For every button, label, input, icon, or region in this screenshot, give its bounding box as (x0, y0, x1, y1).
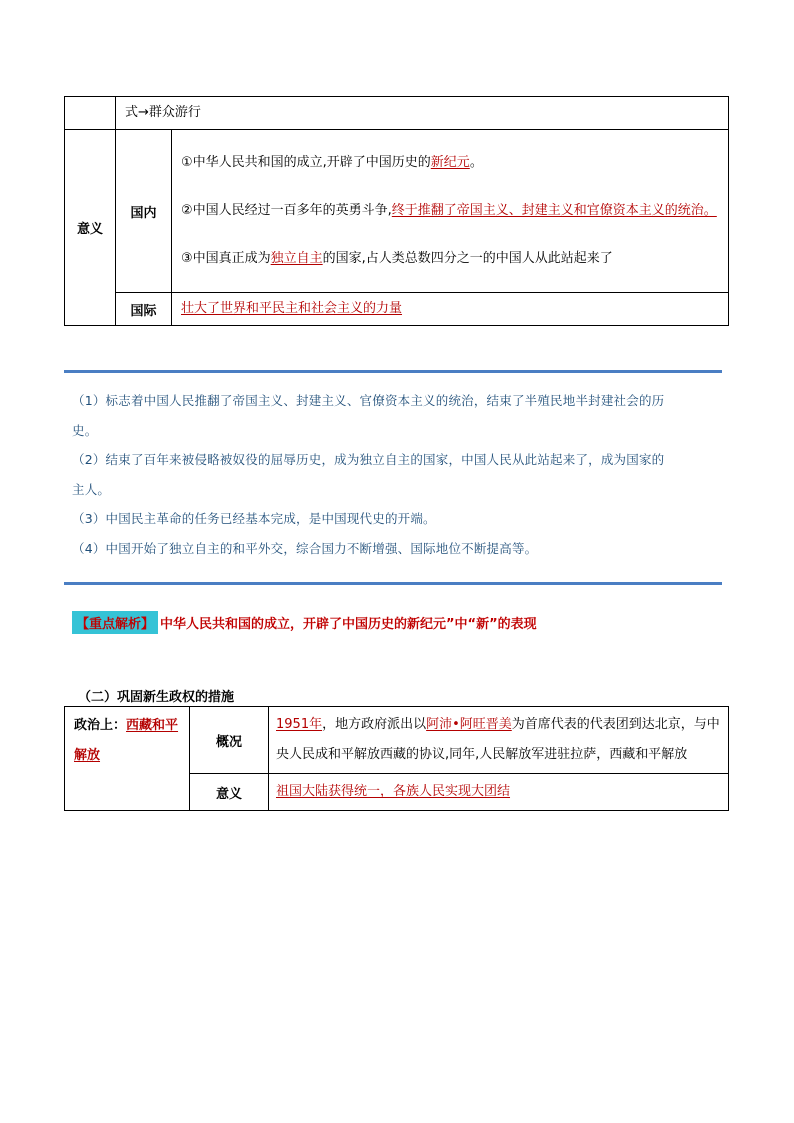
international-label: 国际 (116, 293, 172, 326)
tibet-meaning-label: 意义 (190, 774, 269, 811)
domestic-point-2: ②中国人民经过一百多年的英勇斗争,终于推翻了帝国主义、封建主义和官僚资本主义的统治。 (181, 203, 717, 218)
top-divider (64, 370, 722, 373)
domestic-point-1: ①中华人民共和国的成立,开辟了中国历史的新纪元。 (181, 155, 483, 170)
tibet-meaning-content: 祖国大陆获得统一，各族人民实现大团结 (269, 774, 729, 811)
key-point-tag: 【重点解析】 (72, 611, 158, 634)
summary-line: （1）标志着中国人民推翻了帝国主义、封建主义、官僚资本主义的统治，结束了半殖民地半封建社会的历 (72, 393, 665, 408)
empty-cell (65, 97, 116, 130)
summary-line: （3）中国民主革命的任务已经基本完成，是中国现代史的开端。 (72, 511, 436, 526)
section-title: （二）巩固新生政权的措施 (78, 690, 235, 705)
domestic-label: 国内 (116, 130, 172, 293)
domestic-content (172, 130, 729, 293)
summary-line: 主人。 (72, 481, 111, 497)
bottom-divider (64, 582, 722, 585)
summary-line: 史。 (72, 422, 98, 438)
summary-box (64, 386, 722, 563)
tibet-label: 政治上：西藏和平解放 (65, 707, 190, 811)
tibet-table (64, 706, 729, 811)
summary-line: （4）中国开始了独立自主的和平外交，综合国力不断增强、国际地位不断提高等。 (72, 540, 538, 556)
meaning-label: 意义 (65, 130, 116, 326)
key-point-heading (72, 612, 537, 632)
meaning-table (64, 96, 729, 326)
overview-label: 概况 (190, 707, 269, 774)
key-point-text: 中华人民共和国的成立，开辟了中国历史的新纪元”中“新”的表现 (160, 616, 537, 632)
international-content: 壮大了世界和平民主和社会主义的力量 (172, 293, 729, 326)
row-continued-text: 式→群众游行 (116, 97, 729, 130)
domestic-point-3: ③中国真正成为独立自主的国家,占人类总数四分之一的中国人从此站起来了 (181, 251, 613, 266)
summary-line: （2）结束了百年来被侵略被奴役的屈辱历史，成为独立自主的国家，中国人民从此站起来了，成为国家的 (72, 452, 665, 467)
overview-content: 1951年，地方政府派出以阿沛•阿旺晋美为首席代表的代表团到达北京，与中央人民成和平解放西藏的协议,同年,人民解放军进驻拉萨，西藏和平解放 (269, 707, 729, 774)
